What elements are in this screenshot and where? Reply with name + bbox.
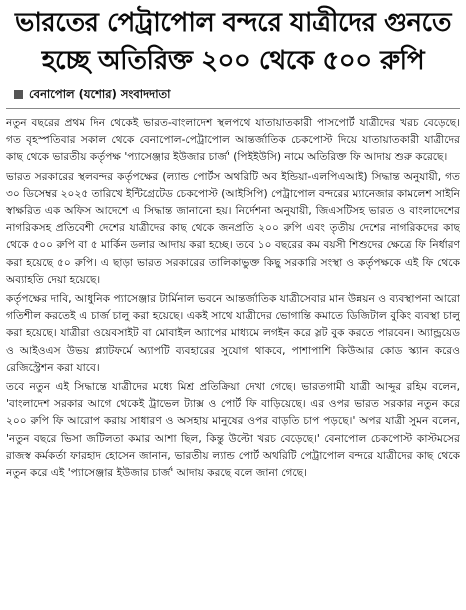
paragraph-3: কর্তৃপক্ষের দাবি, আধুনিক প্যাসেঞ্জার টার্মিনাল ভবনে আন্তর্জাতিক যাত্রীসেবার মান উন্নয়ন ও ব্যবস্থাপনা আরো গতিশীল করতেই এ চার্জ চালু করা হয়েছে। একই সাথে যাত্রীদের ভোগান্তি কমাতে ডিজিটাল বুকিং ব্যবস্থা চালু করা হয়েছে। যাত্রীরা ওয়েবসাইট বা মোবাইল অ্যাপের মাধ্যমে লগইন করে স্লট বুক করতে পারবেন। অ্যান্ড্রয়েড ও আইওএস উভয় প্ল্যাটফর্মে অ্যাপটি ব্যবহারের সুযোগ থাকবে, পাশাপাশি কিউআর কোড স্ক্যান করেও রেজিস্ট্রেশন করা যাবে।	[6, 293, 460, 374]
byline-text: বেনাপোল (যশোর) সংবাদদাতা	[29, 87, 171, 101]
paragraph-2: ভারত সরকারের স্থলবন্দর কর্তৃপক্ষের (ল্যান্ড পোর্টস অথরিটি অব ইন্ডিয়া-এলপিএআই) সিদ্ধান্ত অনুযায়ী, গত ৩০ ডিসেম্বর ২০২৫ তারিখে ইন্টিগ্রেটেড চেকপোস্ট (আইসিপি) পেট্রাপোল বন্দরের ম্যানেজার কামলেশ সাইনি স্বাক্ষরিত এক অফিস আদেশে এ সিদ্ধান্ত জানানো হয়। নির্দেশনা অনুযায়ী, জিএসটিসহ ভারত ও বাংলাদেশের নাগরিকসহ প্রতিবেশী দেশের যাত্রীদের কাছ থেকে জনপ্রতি ২০০ রুপি এবং তৃতীয় দেশের নাগরিকদের কাছ থেকে ৫০০ রুপি বা ৫ মার্কিন ডলার আদায় করা হচ্ছে। তবে ১০ বছরের কম বয়সী শিশুদের ক্ষেত্রে ফি নির্ধারণ করা হয়েছে ৫০ রুপি। এ ছাড়া ভারত সরকারের তালিকাভুক্ত কিছু সরকারি সংস্থা ও কর্তৃপক্ষকে এই ফি থেকে অব্যাহতি দেয়া হয়েছে।	[6, 170, 460, 286]
headline-line-2: হচ্ছে অতিরিক্ত ২০০ থেকে ৫০০ রুপি	[41, 46, 425, 76]
headline-line-1: ভারতের পেট্রাপোল বন্দরে যাত্রীদের গুনতে	[15, 8, 451, 38]
byline	[6, 82, 460, 109]
paragraph-4: তবে নতুন এই সিদ্ধান্তে যাত্রীদের মধ্যে মিশ্র প্রতিক্রিয়া দেখা গেছে। ভারতগামী যাত্রী আব্দুর রহিম বলেন, 'বাংলাদেশ সরকার আগে থেকেই ট্রাভেল ট্যাক্স ও পোর্ট ফি বাড়িয়েছে। এর ওপর ভারত সরকার নতুন করে ২০০ রুপি ফি আরোপ করায় সাধারণ ও অসহায় মানুষের ওপর বাড়তি চাপ পড়ছে।' অপর যাত্রী সুমন বলেন, 'নতুন বছরে ভিসা জটিলতা কমার আশা ছিল, কিন্তু উল্টো খরচ বেড়েছে।' বেনাপোল চেকপোস্ট কাস্টমসের রাজস্ব কর্মকর্তা ফারহাদ হোসেন জানান, ভারতীয় ল্যান্ড পোর্ট অথরিটি পেট্রাপোল বন্দরে যাত্রীদের কাছ থেকে নতুন করে এই 'প্যাসেঞ্জার ইউজার চার্জ' আদায় করছে বলে জানা গেছে।	[6, 381, 460, 480]
paragraph-1: নতুন বছরের প্রথম দিন থেকেই ভারত-বাংলাদেশ স্থলপথে যাতায়াতকারী পাসপোর্ট যাত্রীদের খরচ বেড়েছে। গত বৃহস্পতিবার সকাল থেকে বেনাপোল-পেট্রাপোল আন্তর্জাতিক চেকপোস্ট দিয়ে যাতায়াতকারী যাত্রীদের কাছ থেকে ভারতীয় কর্তৃপক্ষ 'প্যাসেঞ্জার ইউজার চার্জ' (পিইইউসি) নামে অতিরিক্ত ফি আদায় শুরু করেছে।	[6, 117, 460, 164]
square-bullet-icon	[14, 90, 23, 99]
article-body	[6, 109, 460, 482]
